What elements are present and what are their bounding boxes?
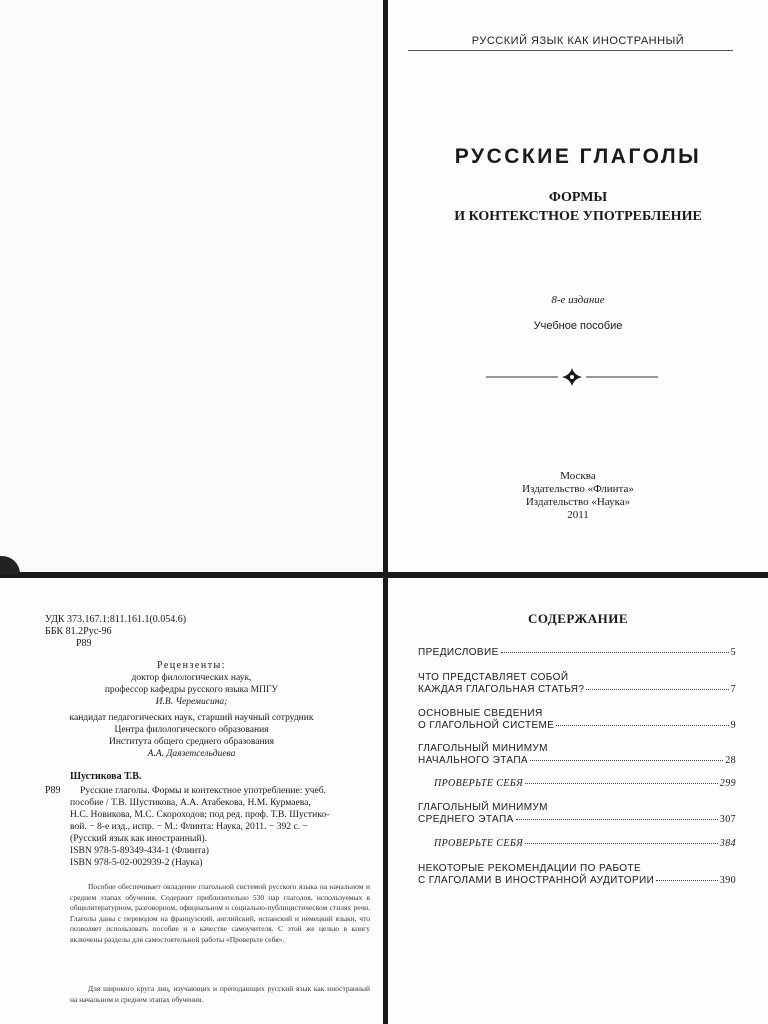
page-number: 299 xyxy=(719,778,736,789)
reviewer-1-name: И.В. Черемисина; xyxy=(155,697,228,707)
toc-entry-check-yourself-1[interactable]: ПРОВЕРЬТЕ СЕБЯ 299 xyxy=(434,778,736,789)
citation-line-2: пособие / Т.В. Шустикова, А.А. Атабекова, Н.М. Курмаева, xyxy=(70,797,311,808)
citation-line-3: Н.С. Новикова, М.С. Скороходов; под ред. проф. Т.В. Шустико- xyxy=(70,809,330,820)
reviewers-heading: Рецензенты: xyxy=(156,660,227,671)
udk-code: УДК 373.167.1:811.161.1(0.054.6) xyxy=(45,614,187,625)
publisher-flinta: Издательство «Флинта» xyxy=(522,483,634,495)
imprint-page xyxy=(0,578,383,1024)
toc-entry-initial-minimum[interactable]: ГЛАГОЛЬНЫЙ МИНИМУМ НАЧАЛЬНОГО ЭТАПА 28 xyxy=(418,743,736,766)
series-divider xyxy=(408,50,733,51)
toc-entry-middle-minimum[interactable]: ГЛАГОЛЬНЫЙ МИНИМУМ СРЕДНЕГО ЭТАПА 307 xyxy=(418,802,736,825)
spine-gutter-vertical xyxy=(383,0,388,1024)
ornament-divider-icon xyxy=(486,367,658,387)
page-number: 5 xyxy=(730,647,736,658)
reviewer-2-institute: Института общего среднего образования xyxy=(108,737,275,747)
citation-line-4: вой. − 8-е изд., испр. − М.: Флинта: Наука, 2011. − 392 с. − xyxy=(70,821,308,832)
book-title: РУССКИЕ ГЛАГОЛЫ xyxy=(454,145,702,168)
edition-label: 8-е издание xyxy=(551,294,605,306)
genre-label: Учебное пособие xyxy=(533,320,623,332)
toc-entry-check-yourself-2[interactable]: ПРОВЕРЬТЕ СЕБЯ 384 xyxy=(434,838,736,849)
contents-heading: СОДЕРЖАНИЕ xyxy=(527,611,629,626)
book-subtitle-line-2: И КОНТЕКСТНОЕ УПОТРЕБЛЕНИЕ xyxy=(454,209,702,224)
page-number: 28 xyxy=(725,755,736,766)
series-name: РУССКИЙ ЯЗЫК КАК ИНОСТРАННЫЙ xyxy=(471,35,685,47)
spine-gutter-horizontal xyxy=(0,572,768,578)
contents-page xyxy=(388,578,768,1024)
abstract-paragraph-1: Пособие обеспечивает овладение глагольной системой русского языка на начальном и среднем этапах обучения. Содержит приблизительно 530 пар глаголов, используемых в общелитературном, разговорном, официальном и социально-публицистическом стилях речи. Глаголы даны с переводом на французский, английский, испанский и немецкий языки, что позволяет использовать пособие и в качестве самоучителя. С этой же целью в книгу включены разделы для самостоятельной работы «Проверьте себя». xyxy=(70,882,370,944)
citation-line-1: Русские глаголы. Формы и контекстное употребление: учеб. xyxy=(80,785,327,796)
isbn-nauka: ISBN 978-5-02-002939-2 (Наука) xyxy=(70,857,203,868)
reviewer-2-center: Центра филологического образования xyxy=(114,725,269,735)
reviewer-2-degree: кандидат педагогических наук, старший научный сотрудник xyxy=(69,713,314,723)
page-number: 390 xyxy=(719,875,736,886)
abstract-paragraph-2: Для широкого круга лиц, изучающих и преподающих русский язык как иностранный на начальном и среднем этапах обучения. xyxy=(70,984,370,1004)
toc-entry-recommendations[interactable]: НЕКОТОРЫЕ РЕКОМЕНДАЦИИ ПО РАБОТЕ С ГЛАГОЛАМИ В ИНОСТРАННОЙ АУДИТОРИИ 390 xyxy=(418,863,736,886)
author-heading: Шустикова Т.В. xyxy=(70,771,142,782)
toc-entry-verb-system[interactable]: ОСНОВНЫЕ СВЕДЕНИЯ О ГЛАГОЛЬНОЙ СИСТЕМЕ 9 xyxy=(418,708,736,731)
page-number: 307 xyxy=(719,814,736,825)
reviewer-1-position: профессор кафедры русского языка МПГУ xyxy=(104,685,279,695)
city: Москва xyxy=(560,470,596,482)
toc-entry-verb-article[interactable]: ЧТО ПРЕДСТАВЛЯЕТ СОБОЙ КАЖДАЯ ГЛАГОЛЬНАЯ СТАТЬЯ? 7 xyxy=(418,672,736,695)
author-mark: Р89 xyxy=(76,638,92,649)
page-number: 384 xyxy=(719,838,736,849)
year: 2011 xyxy=(567,509,589,521)
page-number: 7 xyxy=(730,684,736,695)
reviewer-1-degree: доктор филологических наук, xyxy=(131,673,252,683)
toc-entry-preface[interactable]: ПРЕДИСЛОВИЕ 5 xyxy=(418,647,736,658)
bbk-code: ББК 81.2Рус-96 xyxy=(45,626,112,637)
page-number: 9 xyxy=(730,720,736,731)
book-subtitle-line-1: ФОРМЫ xyxy=(548,190,608,205)
citation-line-5: (Русский язык как иностранный). xyxy=(70,833,208,844)
title-page xyxy=(388,0,768,572)
publisher-nauka: Издательство «Наука» xyxy=(525,496,631,508)
isbn-flinta: ISBN 978-5-89349-434-1 (Флинта) xyxy=(70,845,209,856)
author-mark-side: Р89 xyxy=(45,785,61,796)
reviewer-2-name: А.А. Даязетсельдиева xyxy=(147,749,236,759)
blank-page-top-left xyxy=(0,0,383,572)
